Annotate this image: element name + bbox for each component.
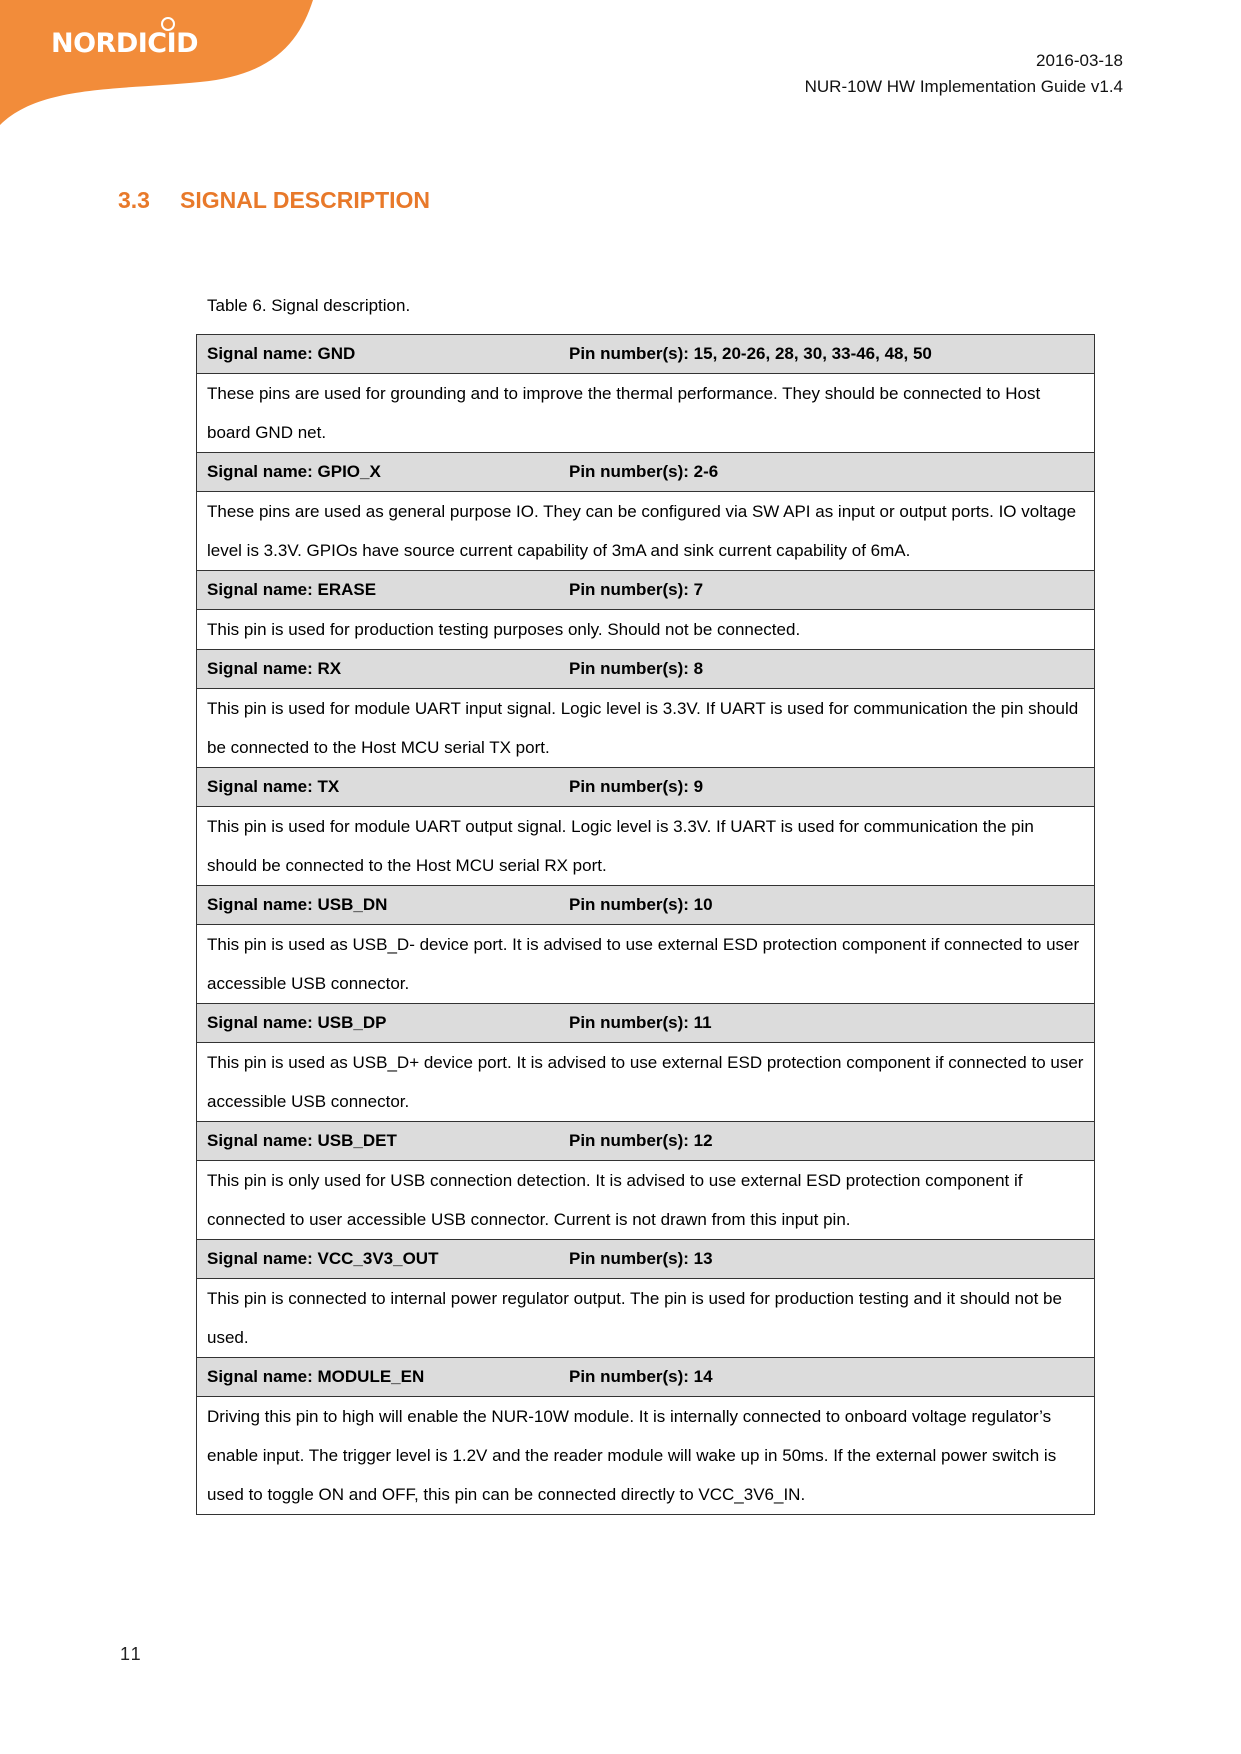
signal-description-row: [197, 1161, 1095, 1240]
signal-pins: Pin number(s): 11: [569, 1013, 712, 1032]
signal-description-row: [197, 374, 1095, 453]
signal-name: Signal name: ERASE: [207, 580, 377, 599]
signal-description: This pin is used for production testing purposes only. Should not be connected.: [197, 610, 1095, 650]
signal-header-cell: [197, 1240, 1095, 1279]
signal-header-cell: [197, 1004, 1095, 1043]
signal-pins: Pin number(s): 15, 20-26, 28, 30, 33-46, 48, 50: [569, 344, 932, 363]
signal-description-row: [197, 689, 1095, 768]
table-caption: Table 6. Signal description.: [207, 296, 411, 315]
signal-description-row: [197, 807, 1095, 886]
signal-header-cell: [197, 571, 1095, 610]
signal-header-cell: [197, 650, 1095, 689]
signal-name: Signal name: VCC_3V3_OUT: [207, 1249, 439, 1268]
signal-header-row: [197, 768, 1095, 807]
signal-header-cell: [197, 335, 1095, 374]
signal-header-row: [197, 886, 1095, 925]
logo: [0, 0, 320, 130]
section-heading: [118, 187, 430, 214]
signal-pins: Pin number(s): 10: [569, 895, 713, 914]
signal-description: This pin is used as USB_D- device port. It is advised to use external ESD protection component if connected to user accessible USB connector.: [197, 925, 1095, 1004]
header-date: 2016-03-18: [1036, 51, 1123, 70]
signal-description: This pin is only used for USB connection detection. It is advised to use external ESD protection component if connected to user accessible USB connector. Current is not drawn from this input pin.: [197, 1161, 1095, 1240]
logo-swoosh-shape: [0, 0, 320, 130]
signal-name: Signal name: TX: [207, 777, 340, 796]
signal-description-row: [197, 925, 1095, 1004]
signal-name: Signal name: MODULE_EN: [207, 1367, 425, 1386]
signal-description: These pins are used for grounding and to improve the thermal performance. They should be connected to Host board GND net.: [197, 374, 1095, 453]
signal-header-row: [197, 1004, 1095, 1043]
signal-name: Signal name: RX: [207, 659, 342, 678]
signal-header-row: [197, 1358, 1095, 1397]
signal-pins: Pin number(s): 14: [569, 1367, 713, 1386]
page-number: 11: [120, 1644, 143, 1664]
signal-description: This pin is connected to internal power regulator output. The pin is used for production testing and it should not be used.: [197, 1279, 1095, 1358]
section-title: SIGNAL DESCRIPTION: [179, 187, 431, 213]
signal-description-row: [197, 1043, 1095, 1122]
signal-header-cell: [197, 453, 1095, 492]
signal-description: These pins are used as general purpose IO. They can be configured via SW API as input or output ports. IO voltage level is 3.3V. GPIOs have source current capability of 3mA and sink current capability of 6mA.: [197, 492, 1095, 571]
page-header: [805, 48, 1123, 100]
signal-pins: Pin number(s): 13: [569, 1249, 713, 1268]
signal-header-cell: [197, 886, 1095, 925]
section-number: 3.3: [118, 187, 150, 213]
signal-name: Signal name: USB_DN: [207, 895, 388, 914]
signal-description: This pin is used for module UART output signal. Logic level is 3.3V. If UART is used for communication the pin should be connected to the Host MCU serial RX port.: [197, 807, 1095, 886]
signal-description-row: [197, 1397, 1095, 1515]
signal-pins: Pin number(s): 8: [569, 659, 704, 678]
signal-table-body: [197, 335, 1095, 1515]
signal-header-row: [197, 1240, 1095, 1279]
signal-header-row: [197, 1122, 1095, 1161]
signal-description: This pin is used as USB_D+ device port. It is advised to use external ESD protection component if connected to user accessible USB connector.: [197, 1043, 1095, 1122]
header-doc-title: NUR-10W HW Implementation Guide v1.4: [804, 77, 1123, 96]
signal-header-cell: [197, 1122, 1095, 1161]
signal-header-cell: [197, 1358, 1095, 1397]
signal-name: Signal name: USB_DET: [207, 1131, 397, 1150]
logo-text: NORDICID: [51, 28, 199, 59]
signal-header-row: [197, 453, 1095, 492]
signal-pins: Pin number(s): 7: [569, 580, 704, 599]
signal-header-row: [197, 335, 1095, 374]
signal-header-cell: [197, 768, 1095, 807]
signal-table: [196, 334, 1095, 1515]
signal-description: This pin is used for module UART input signal. Logic level is 3.3V. If UART is used for communication the pin should be connected to the Host MCU serial TX port.: [197, 689, 1095, 768]
signal-description: Driving this pin to high will enable the NUR-10W module. It is internally connected to onboard voltage regulator’s enable input. The trigger level is 1.2V and the reader module will wake up in 50ms. If the external power switch is used to toggle ON and OFF, this pin can be connected directly to VCC_3V6_IN.: [197, 1397, 1095, 1515]
signal-description-row: [197, 1279, 1095, 1358]
signal-pins: Pin number(s): 9: [569, 777, 704, 796]
signal-name: Signal name: GPIO_X: [207, 462, 381, 481]
signal-description-row: [197, 610, 1095, 650]
signal-header-row: [197, 650, 1095, 689]
signal-name: Signal name: USB_DP: [207, 1013, 387, 1032]
signal-name: Signal name: GND: [207, 344, 356, 363]
signal-pins: Pin number(s): 2-6: [569, 462, 719, 481]
signal-header-row: [197, 571, 1095, 610]
signal-description-row: [197, 492, 1095, 571]
signal-pins: Pin number(s): 12: [569, 1131, 713, 1150]
